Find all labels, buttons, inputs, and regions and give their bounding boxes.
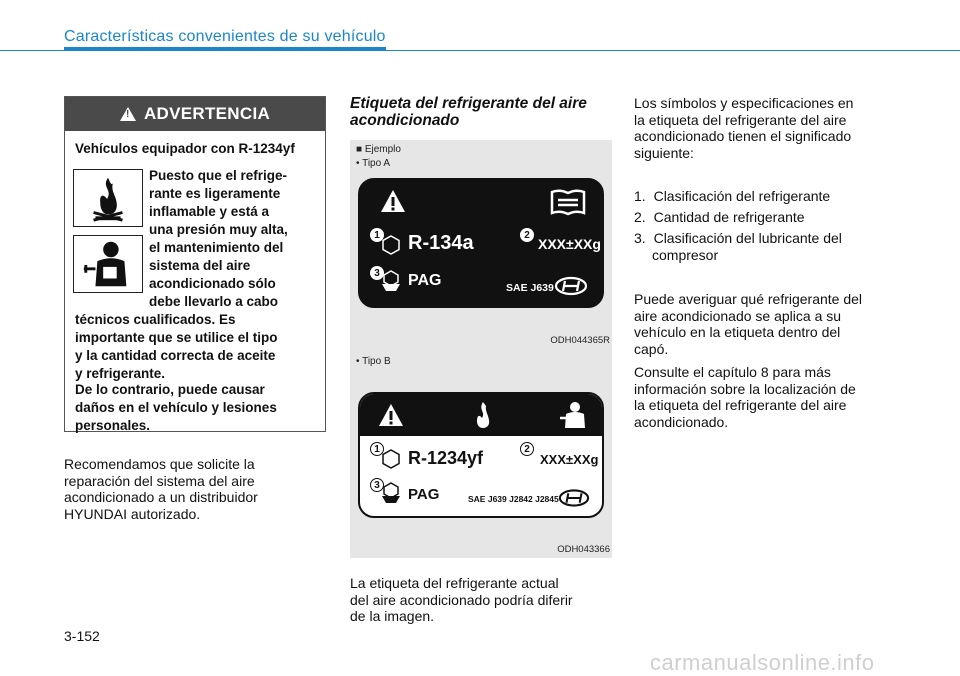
lubricant-oil-icon (380, 270, 402, 292)
figure-code-a: ODH044365R (550, 335, 610, 346)
warning-line: sistema del aire (149, 258, 251, 273)
paragraph-line: información sobre la localización de (634, 380, 856, 397)
warning-triangle-icon (120, 107, 136, 121)
warning-line: y la cantidad correcta de aceite (75, 348, 276, 363)
paragraph-line: Recomendamos que solicite la (64, 456, 255, 472)
refrigerant-type-b: R-1234yf (408, 448, 484, 468)
type-a-label: • Tipo A (356, 158, 391, 169)
list-item (634, 188, 830, 205)
warning-text-para2 (75, 381, 319, 435)
refrigerant-amount-a: XXX±XXg (538, 236, 601, 252)
figure-code-b: ODH043366 (557, 544, 610, 555)
warning-line: y refrigerante. (75, 366, 166, 381)
list-item (634, 230, 896, 264)
lubricant-oil-icon (380, 482, 402, 504)
refrigerant-molecule-icon (380, 234, 402, 256)
refrigerant-type-a: R-134a (408, 232, 474, 254)
warning-line: una presión muy alta, (149, 222, 288, 237)
list-text: Clasificación del refrigerante (653, 188, 831, 204)
refrigerant-label-card-a (358, 178, 604, 308)
badge-2: 2 (520, 442, 534, 456)
paragraph-line: Los símbolos y especificaciones en (634, 95, 854, 111)
flammable-icon (470, 400, 496, 430)
paragraph-line: vehículo en la etiqueta dentro del (634, 324, 841, 340)
manual-book-icon (550, 188, 586, 216)
warning-line: debe llevarlo a cabo (149, 294, 279, 309)
paragraph-line: acondicionado a un distribuidor (64, 489, 258, 505)
warning-line: rante es ligeramente (149, 186, 281, 201)
list-item (634, 209, 805, 226)
paragraph-line: Puede averiguar qué refrigerante del (634, 291, 863, 307)
type-b-label: • Tipo B (356, 356, 391, 367)
watermark: carmanualsonline.info (650, 650, 875, 675)
warning-line: De lo contrario, puede causar (75, 382, 265, 397)
badge-2: 2 (520, 228, 534, 242)
warning-line: Puesto que el refrige- (149, 168, 288, 183)
label-disclaimer-paragraph (350, 575, 612, 625)
page-number: 3-152 (64, 628, 100, 644)
label-panel-type-a (350, 140, 612, 350)
refrigerant-molecule-icon (380, 448, 402, 470)
warning-subtitle: Vehículos equipador con R-1234yf (75, 141, 295, 156)
lubricant-type-b: PAG (408, 486, 440, 503)
paragraph-line: la etiqueta del refrigerante del aire (634, 397, 847, 413)
warning-heading: ADVERTENCIA (143, 104, 271, 123)
title-line: Etiqueta del refrigerante del aire (350, 95, 587, 112)
list-number: 2. (634, 209, 646, 225)
warning-line: el mantenimiento del (149, 240, 284, 255)
warning-line: importante que se utilice el tipo (75, 330, 278, 345)
list-text-continued: compresor (652, 247, 719, 263)
symbols-intro-paragraph (634, 95, 896, 161)
list-number: 1. (634, 188, 646, 204)
warning-text-side (149, 167, 319, 311)
label-panel-type-b (350, 350, 612, 558)
refrigerant-label-title (350, 95, 612, 129)
paragraph-line: reparación del sistema del aire (64, 472, 255, 489)
badge-1: 1 (370, 228, 384, 242)
dealer-recommendation-paragraph (64, 456, 326, 522)
warning-header (65, 97, 325, 131)
chapter-reference-paragraph (634, 364, 896, 430)
title-line: acondicionado (350, 112, 460, 129)
example-label: ■ Ejemplo (356, 144, 401, 155)
refrigerant-amount-b: XXX±XXg (540, 452, 599, 467)
technician-icon (558, 400, 588, 430)
list-text: Clasificación del lubricante del (653, 230, 842, 246)
paragraph-line: La etiqueta del refrigerante actual (350, 575, 559, 591)
badge-3: 3 (370, 266, 384, 280)
lubricant-type-a: PAG (408, 272, 442, 289)
sae-standard-a: SAE J639 (506, 282, 554, 294)
paragraph-line: Consulte el capítulo 8 para más (634, 364, 831, 380)
paragraph-line: siguiente: (634, 144, 694, 161)
find-refrigerant-paragraph (634, 291, 896, 357)
paragraph-line: de la imagen. (350, 608, 435, 624)
paragraph-line: HYUNDAI autorizado. (64, 505, 201, 522)
header-rule (0, 50, 960, 51)
section-header-title: Características convenientes de su vehículo (64, 28, 386, 45)
paragraph-line: capó. (634, 340, 669, 357)
warning-line: daños en el vehículo y lesiones (75, 400, 277, 415)
warning-line: inflamable y está a (149, 204, 270, 219)
caution-icon (380, 188, 406, 214)
warning-line: acondicionado sólo (149, 276, 276, 291)
hyundai-logo-icon (554, 276, 588, 296)
hyundai-logo-icon (558, 488, 590, 508)
paragraph-line: aire acondicionado se aplica a su (634, 307, 842, 324)
warning-box (64, 96, 326, 432)
caution-icon (378, 402, 404, 428)
warning-line: personales. (75, 418, 151, 433)
paragraph-line: acondicionado tienen el significado (634, 128, 852, 144)
badge-3: 3 (370, 478, 384, 492)
paragraph-line: del aire acondicionado podría diferir (350, 591, 573, 608)
flammable-icon (73, 169, 143, 227)
refrigerant-label-card-b (358, 392, 604, 518)
list-number: 3. (634, 230, 646, 246)
badge-1: 1 (370, 442, 384, 456)
warning-line: técnicos cualificados. Es (75, 312, 236, 327)
technician-icon (73, 235, 143, 293)
list-text: Cantidad de refrigerante (653, 209, 805, 225)
paragraph-line: acondicionado. (634, 413, 729, 430)
sae-standard-b: SAE J639 J2842 J2845 (468, 494, 559, 504)
paragraph-line: la etiqueta del refrigerante del aire (634, 111, 847, 128)
warning-text-full (75, 311, 319, 383)
